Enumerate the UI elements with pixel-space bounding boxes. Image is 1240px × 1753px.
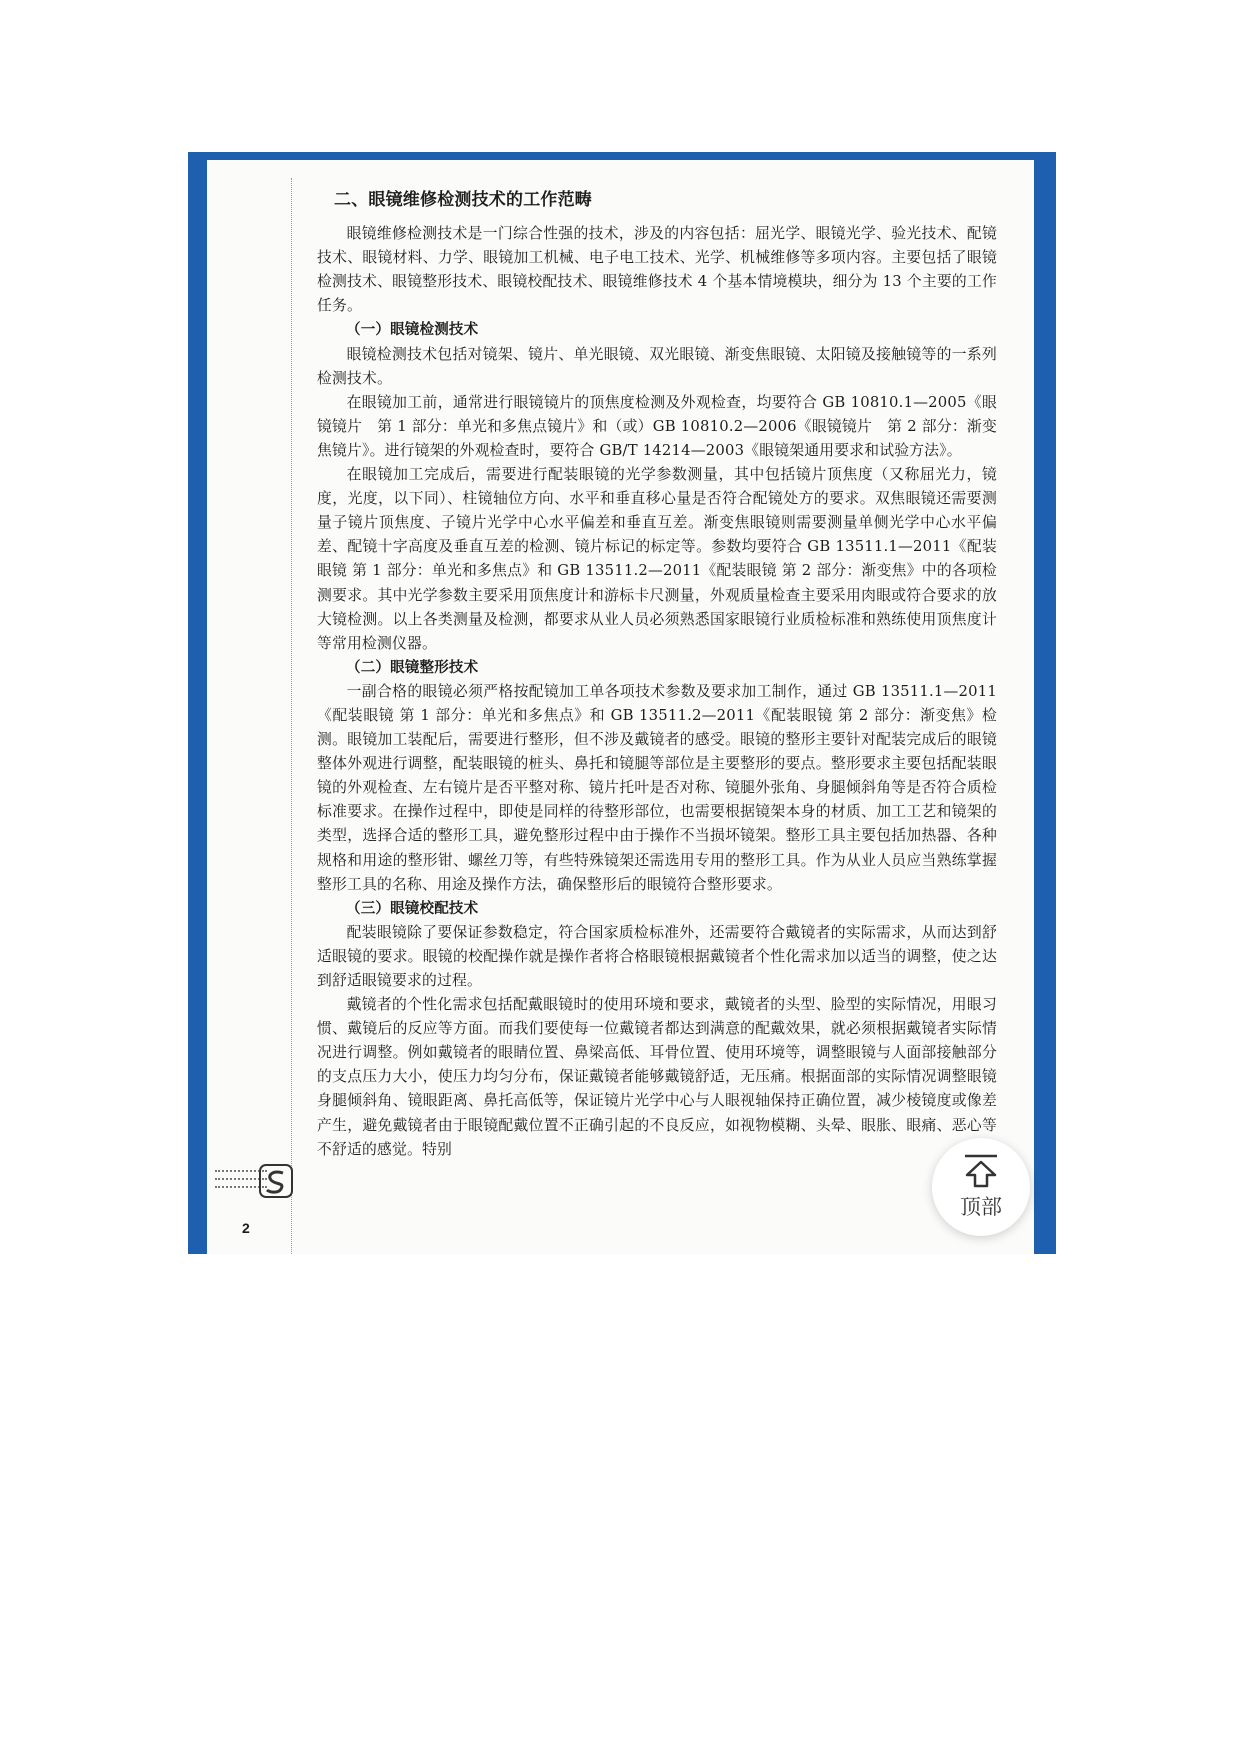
chapter-logo-icon [259,1164,293,1198]
back-to-top-button[interactable] [932,1138,1030,1236]
paragraph: 一副合格的眼镜必须严格按配镜加工单各项技术参数及要求加工制作，通过 GB 13511.1—2011《配装眼镜 第 1 部分：单光和多焦点》和 GB 13511.2—2011《配装眼镜 第 2 部分：渐变焦》检测。眼镜加工装配后，需要进行整形，但不涉及戴镜者的感受。眼镜的整形主要针对配装完成后的眼镜整体外观进行调整，配装眼镜的桩头、鼻托和镜腿等部位是主要整形的要点。整形要求主要包括配装眼镜的外观检查、左右镜片是否平整对称、镜片托叶是否对称、镜腿外张角、身腿倾斜角等是否符合质检标准要求。在操作过程中，即使是同样的待整形部位，也需要根据镜架本身的材质、加工工艺和镜架的类型，选择合适的整形工具，避免整形过程中由于操作不当损坏镜架。整形工具主要包括加热器、各种规格和用途的整形钳、螺丝刀等，有些特殊镜架还需选用专用的整形工具。作为从业人员应当熟练掌握整形工具的名称、用途及操作方法，确保整形后的眼镜符合整形要求。 [317,682,997,893]
section-title: 二、眼镜维修检测技术的工作范畴 [334,190,592,210]
paragraph: 在眼镜加工前，通常进行眼镜镜片的顶焦度检测及外观检查，均要符合 GB 10810.1—2005《眼镜镜片 第 1 部分：单光和多焦点镜片》和（或）GB 10810.2—2006《眼镜镜片 第 2 部分：渐变焦镜片》。进行镜架的外观检查时，要符合 GB/T 14214—2003《眼镜架通用要求和试验方法》。 [317,393,997,459]
subsection-heading: （二）眼镜整形技术 [346,659,479,676]
subsection-heading: （三）眼镜校配技术 [346,900,479,917]
margin-rule [291,178,292,1254]
paragraph: 眼镜检测技术包括对镜架、镜片、单光眼镜、双光眼镜、渐变焦眼镜、太阳镜及接触镜等的一系列检测技术。 [317,345,997,387]
paragraph: 在眼镜加工完成后，需要进行配装眼镜的光学参数测量，其中包括镜片顶焦度（又称屈光力，镜度，光度，以下同）、柱镜轴位方向、水平和垂直移心量是否符合配镜处方的要求。双焦眼镜还需要测量子镜片顶焦度、子镜片光学中心水平偏差和垂直互差。渐变焦眼镜则需要测量单侧光学中心水平偏差、配镜十字高度及垂直互差的检测、镜片标记的标定等。参数均要符合 GB 13511.1—2011《配装眼镜 第 1 部分：单光和多焦点》和 GB 13511.2—2011《配装眼镜 第 2 部分：渐变焦》中的各项检测要求。其中光学参数主要采用顶焦度计和游标卡尺测量，外观质量检查主要采用肉眼或符合要求的放大镜检测。以上各类测量及检测，都要求从业人员必须熟悉国家眼镜行业质检标准和熟练使用顶焦度计等常用检测仪器。 [317,466,997,652]
paragraph: 眼镜维修检测技术是一门综合性强的技术，涉及的内容包括：屈光学、眼镜光学、验光技术、配镜技术、眼镜材料、力学、眼镜加工机械、电子电工技术、光学、机械维修等多项内容。主要包括了眼镜检测技术、眼镜整形技术、眼镜校配技术、眼镜维修技术 4 个基本情境模块，细分为 13 个主要的工作任务。 [317,225,997,315]
page-number: 2 [242,1220,250,1236]
page-content [317,188,997,1162]
paragraph: 戴镜者的个性化需求包括配戴眼镜时的使用环境和要求，戴镜者的头型、脸型的实际情况，用眼习惯、戴镜后的反应等方面。而我们要使每一位戴镜者都达到满意的配戴效果，就必须根据戴镜者实际情况进行调整。例如戴镜者的眼睛位置、鼻梁高低、耳骨位置、使用环境等，调整眼镜与人面部接触部分的支点压力大小，使压力均匀分布，保证戴镜者能够戴镜舒适，无压痛。根据面部的实际情况调整眼镜身腿倾斜角、镜眼距离、鼻托高低等，保证镜片光学中心与人眼视轴保持正确位置，减少棱镜度或像差产生，避免戴镜者由于眼镜配戴位置不正确引起的不良反应，如视物模糊、头晕、眼胀、眼痛、恶心等不舒适的感觉。特别 [317,996,997,1158]
back-to-top-label: 顶部 [960,1195,1002,1219]
subsection-heading: （一）眼镜检测技术 [346,322,479,339]
book-page [207,160,1034,1254]
arrow-up-icon [962,1153,1000,1189]
paragraph: 配装眼镜除了要保证参数稳定，符合国家质检标准外，还需要符合戴镜者的实际需求，从而达到舒适眼镜的要求。眼镜的校配操作就是操作者将合格眼镜根据戴镜者个性化需求加以适当的调整，使之达到舒适眼镜要求的过程。 [317,923,997,989]
